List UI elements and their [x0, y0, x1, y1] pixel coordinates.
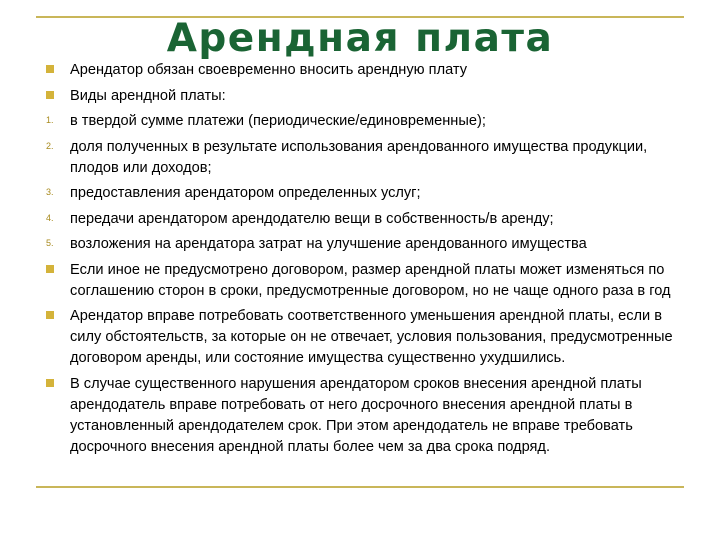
list-item-text: Арендатор вправе потребовать соответственного уменьшения арендной платы, если в силу обстоятельств, за которые он не отвечает, условия пользования, предусмотренные договором аренды, или состояние имущества существенно ухудшились.	[70, 308, 673, 366]
list-item-text: возложения на арендатора затрат на улучшение арендованного имущества	[70, 236, 587, 252]
list-item-text: доля полученных в результате использования арендованного имущества продукции, плодов или доходов;	[70, 138, 648, 176]
slide-body	[46, 60, 686, 462]
square-bullet-icon	[46, 65, 54, 73]
square-bullet-icon	[46, 379, 54, 387]
page-title: Арендная плата	[166, 16, 554, 61]
item-number: 2.	[46, 140, 54, 151]
square-bullet-icon	[46, 91, 54, 99]
list-item	[46, 60, 686, 81]
item-number: 4.	[46, 212, 54, 223]
numbered-item	[46, 234, 686, 255]
item-number: 5.	[46, 238, 54, 248]
item-number: 1.	[46, 115, 54, 125]
square-bullet-icon	[46, 265, 54, 273]
list-item-text: Виды арендной платы:	[70, 87, 226, 104]
list-item	[46, 86, 686, 107]
list-item	[46, 260, 686, 302]
numbered-item	[46, 183, 686, 204]
square-bullet-icon	[46, 311, 54, 319]
numbered-item	[46, 137, 686, 179]
numbered-item	[46, 111, 686, 132]
bottom-divider	[36, 486, 684, 488]
numbered-item	[46, 209, 686, 230]
list-item	[46, 374, 686, 458]
list-item-text: Если иное не предусмотрено договором, размер арендной платы может изменяться по соглашению сторон в сроки, предусмотренные договором, но не чаще одного раза в год	[70, 261, 671, 299]
list-item-text: В случае существенного нарушения арендатором сроков внесения арендной платы арендодатель вправе потребовать от него досрочного внесения арендной платы в установленный арендодателем срок. При этом арендодатель не вправе требовать досрочного внесения арендной платы более чем за два срока подряд.	[70, 375, 642, 455]
list-item	[46, 306, 686, 369]
item-number: 3.	[46, 187, 54, 197]
list-item-text: Арендатор обязан своевременно вносить арендную плату	[70, 62, 468, 78]
list-item-text: предоставления арендатором определенных услуг;	[70, 185, 421, 201]
list-item-text: в твердой сумме платежи (периодические/единовременные);	[70, 113, 486, 129]
list-item-text: передачи арендатором арендодателю вещи в собственность/в аренду;	[70, 210, 554, 227]
